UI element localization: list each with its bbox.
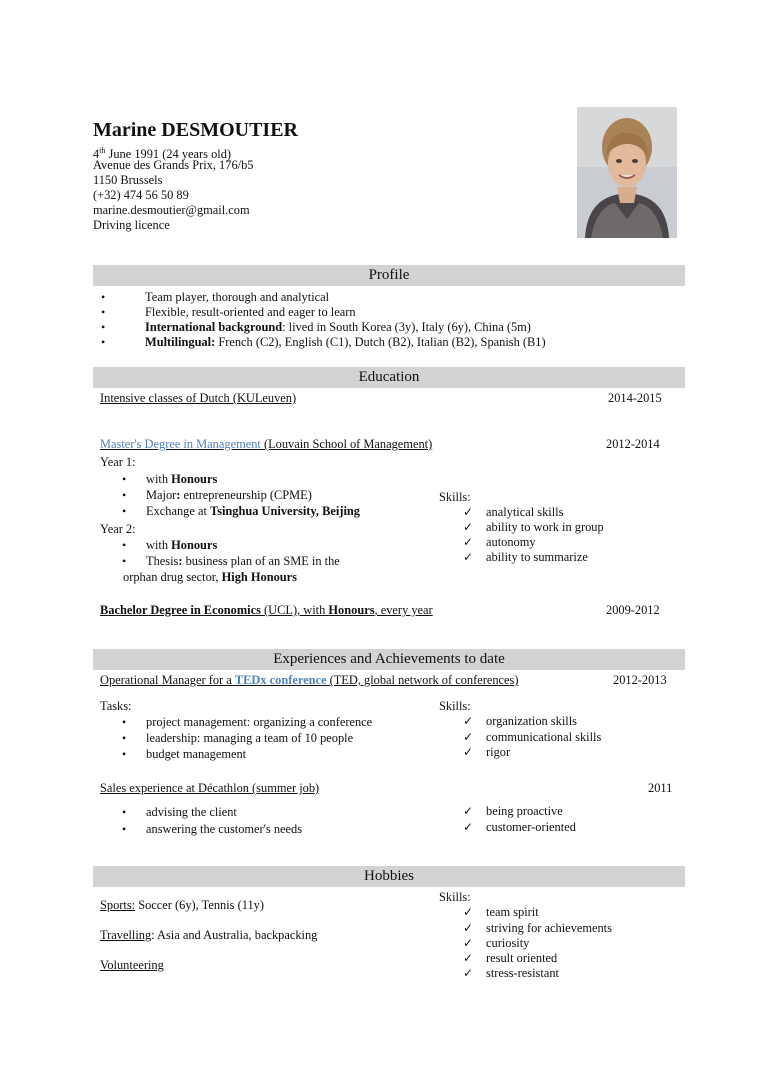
skill-item: communicational skills: [486, 730, 602, 744]
candidate-name: Marine DESMOUTIER: [93, 119, 298, 141]
item-pre: with: [146, 538, 172, 552]
job2-title: Sales experience at Décathlon (summer job): [100, 781, 320, 795]
hobby-travel: [100, 928, 317, 943]
job1-title-pre: Operational Manager for a: [100, 673, 235, 687]
year2-item: [146, 554, 340, 569]
profile-item-text: Flexible, result-oriented and eager to learn: [145, 305, 356, 319]
hobby-travel-label: Travelling: [100, 928, 152, 942]
skill-item: striving for achievements: [486, 921, 612, 935]
bullet-icon: •: [101, 305, 106, 319]
item-post: entrepreneurship (CPME): [180, 488, 312, 502]
profile-item-text: Team player, thorough and analytical: [145, 290, 330, 304]
thesis-cont-text: orphan drug sector,: [123, 570, 222, 584]
hobby-sports-label: Sports:: [100, 898, 136, 912]
task-item: leadership: managing a team of 10 people: [146, 731, 354, 745]
year1-label: Year 1:: [100, 455, 136, 469]
item-pre: Thesis: [146, 554, 179, 568]
skill-item: team spirit: [486, 905, 539, 919]
job1-years: 2012-2013: [613, 673, 667, 687]
skill-item: organization skills: [486, 714, 577, 728]
job1-title-post: (TED, global network of conferences): [329, 673, 519, 687]
skill-item: curiosity: [486, 936, 530, 950]
task-item: answering the customer's needs: [146, 822, 303, 836]
birth-rest: June 1991 (24 years old): [105, 147, 232, 162]
task-item: project management: organizing a conference: [146, 715, 373, 729]
check-icon: ✓: [463, 745, 474, 759]
check-icon: ✓: [463, 905, 474, 919]
profile-photo: [577, 107, 677, 238]
year2-item: [146, 538, 217, 553]
job1-tasks-label: Tasks:: [100, 699, 132, 713]
check-icon: ✓: [463, 505, 474, 519]
section-header-profile: Profile: [93, 265, 685, 286]
profile-item: [145, 305, 356, 320]
skill-item: stress-resistant: [486, 966, 559, 980]
job1-title: [100, 673, 519, 688]
thesis-continuation: [123, 570, 297, 585]
year1-item: [146, 488, 312, 503]
dutch-course-years: 2014-2015: [608, 391, 662, 405]
master-skills-label: Skills:: [439, 490, 471, 504]
item-pre: Exchange at: [146, 504, 210, 518]
hobby-travel-text: : Asia and Australia, backpacking: [151, 928, 318, 942]
master-degree-school: (Louvain School of Management): [263, 437, 433, 451]
bullet-icon: •: [101, 290, 106, 304]
job1-title-link[interactable]: TEDx conference: [234, 673, 330, 687]
item-post: business plan of an SME in the: [182, 554, 340, 568]
hobbies-skills-label: Skills:: [439, 890, 471, 904]
job1-skills-label: Skills:: [439, 699, 471, 713]
bullet-icon: •: [101, 320, 106, 334]
bullet-icon: •: [122, 715, 127, 729]
profile-item-text: French (C2), English (C1), Dutch (B2), Italian (B2), Spanish (B1): [215, 335, 546, 349]
check-icon: ✓: [463, 921, 474, 935]
profile-item: [145, 290, 329, 305]
bachelor-mid: (UCL), with: [260, 603, 329, 617]
bullet-icon: •: [122, 538, 127, 552]
task-item: budget management: [146, 747, 247, 761]
profile-item-text: : lived in South Korea (3y), Italy (6y), China (5m): [282, 320, 531, 334]
bachelor-end: , every year: [374, 603, 433, 617]
driving-licence: Driving licence: [93, 218, 170, 232]
dutch-course-title: Intensive classes of Dutch (KULeuven): [100, 391, 297, 405]
bachelor-degree-title: [100, 603, 433, 618]
bullet-icon: •: [101, 335, 106, 349]
item-pre: with: [146, 472, 172, 486]
check-icon: ✓: [463, 820, 474, 834]
bachelor-bold-1: Bachelor Degree in Economics: [100, 603, 261, 617]
skill-item: ability to work in group: [486, 520, 604, 534]
bullet-icon: •: [122, 747, 127, 761]
profile-item: [145, 320, 531, 335]
phone: (+32) 474 56 50 89: [93, 188, 189, 202]
check-icon: ✓: [463, 966, 474, 980]
item-bold: Tsinghua University, Beijing: [210, 504, 360, 518]
check-icon: ✓: [463, 550, 474, 564]
master-degree-years: 2012-2014: [606, 437, 660, 451]
bullet-icon: •: [122, 504, 127, 518]
item-bold: :: [178, 554, 183, 568]
birth-day: 4: [93, 147, 100, 162]
email: marine.desmoutier@gmail.com: [93, 203, 250, 217]
profile-item: [145, 335, 546, 350]
bullet-icon: •: [122, 554, 127, 568]
job2-years: 2011: [648, 781, 673, 795]
skill-item: customer-oriented: [486, 820, 576, 834]
year2-label: Year 2:: [100, 522, 136, 536]
year1-item: [146, 504, 360, 519]
check-icon: ✓: [463, 951, 474, 965]
section-header-education: Education: [93, 367, 685, 388]
skill-item: rigor: [486, 745, 511, 759]
check-icon: ✓: [463, 714, 474, 728]
profile-item-bold: Multilingual:: [145, 335, 216, 349]
section-header-hobbies: Hobbies: [93, 866, 685, 887]
skill-item: being proactive: [486, 804, 563, 818]
address-line-1: Avenue des Grands Prix, 176/b5: [93, 158, 254, 172]
hobby-volunteering: Volunteering: [100, 958, 164, 972]
year1-item: [146, 472, 217, 487]
bullet-icon: •: [122, 488, 127, 502]
check-icon: ✓: [463, 520, 474, 534]
item-pre: Major: [146, 488, 177, 502]
item-bold: Honours: [171, 472, 218, 486]
skill-item: autonomy: [486, 535, 536, 549]
hobby-sports: [100, 898, 264, 913]
master-degree-link[interactable]: Master's Degree in Management: [100, 437, 264, 451]
check-icon: ✓: [463, 535, 474, 549]
check-icon: ✓: [463, 730, 474, 744]
address-line-2: 1150 Brussels: [93, 173, 163, 187]
master-degree-title: [100, 437, 432, 452]
bullet-icon: •: [122, 472, 127, 486]
bachelor-degree-years: 2009-2012: [606, 603, 660, 617]
check-icon: ✓: [463, 936, 474, 950]
skill-item: result oriented: [486, 951, 558, 965]
bullet-icon: •: [122, 731, 127, 745]
item-bold: :: [176, 488, 181, 502]
skill-item: ability to summarize: [486, 550, 588, 564]
bachelor-bold-2: Honours: [328, 603, 375, 617]
bullet-icon: •: [122, 822, 127, 836]
birth-suffix: th: [99, 146, 106, 155]
check-icon: ✓: [463, 804, 474, 818]
task-item: advising the client: [146, 805, 237, 819]
section-header-experience: Experiences and Achievements to date: [93, 649, 685, 670]
bullet-icon: •: [122, 805, 127, 819]
thesis-cont-bold: High Honours: [221, 570, 298, 584]
item-bold: Honours: [171, 538, 218, 552]
profile-item-bold: International background: [145, 320, 283, 334]
hobby-sports-text: Soccer (6y), Tennis (11y): [135, 898, 264, 912]
skill-item: analytical skills: [486, 505, 564, 519]
